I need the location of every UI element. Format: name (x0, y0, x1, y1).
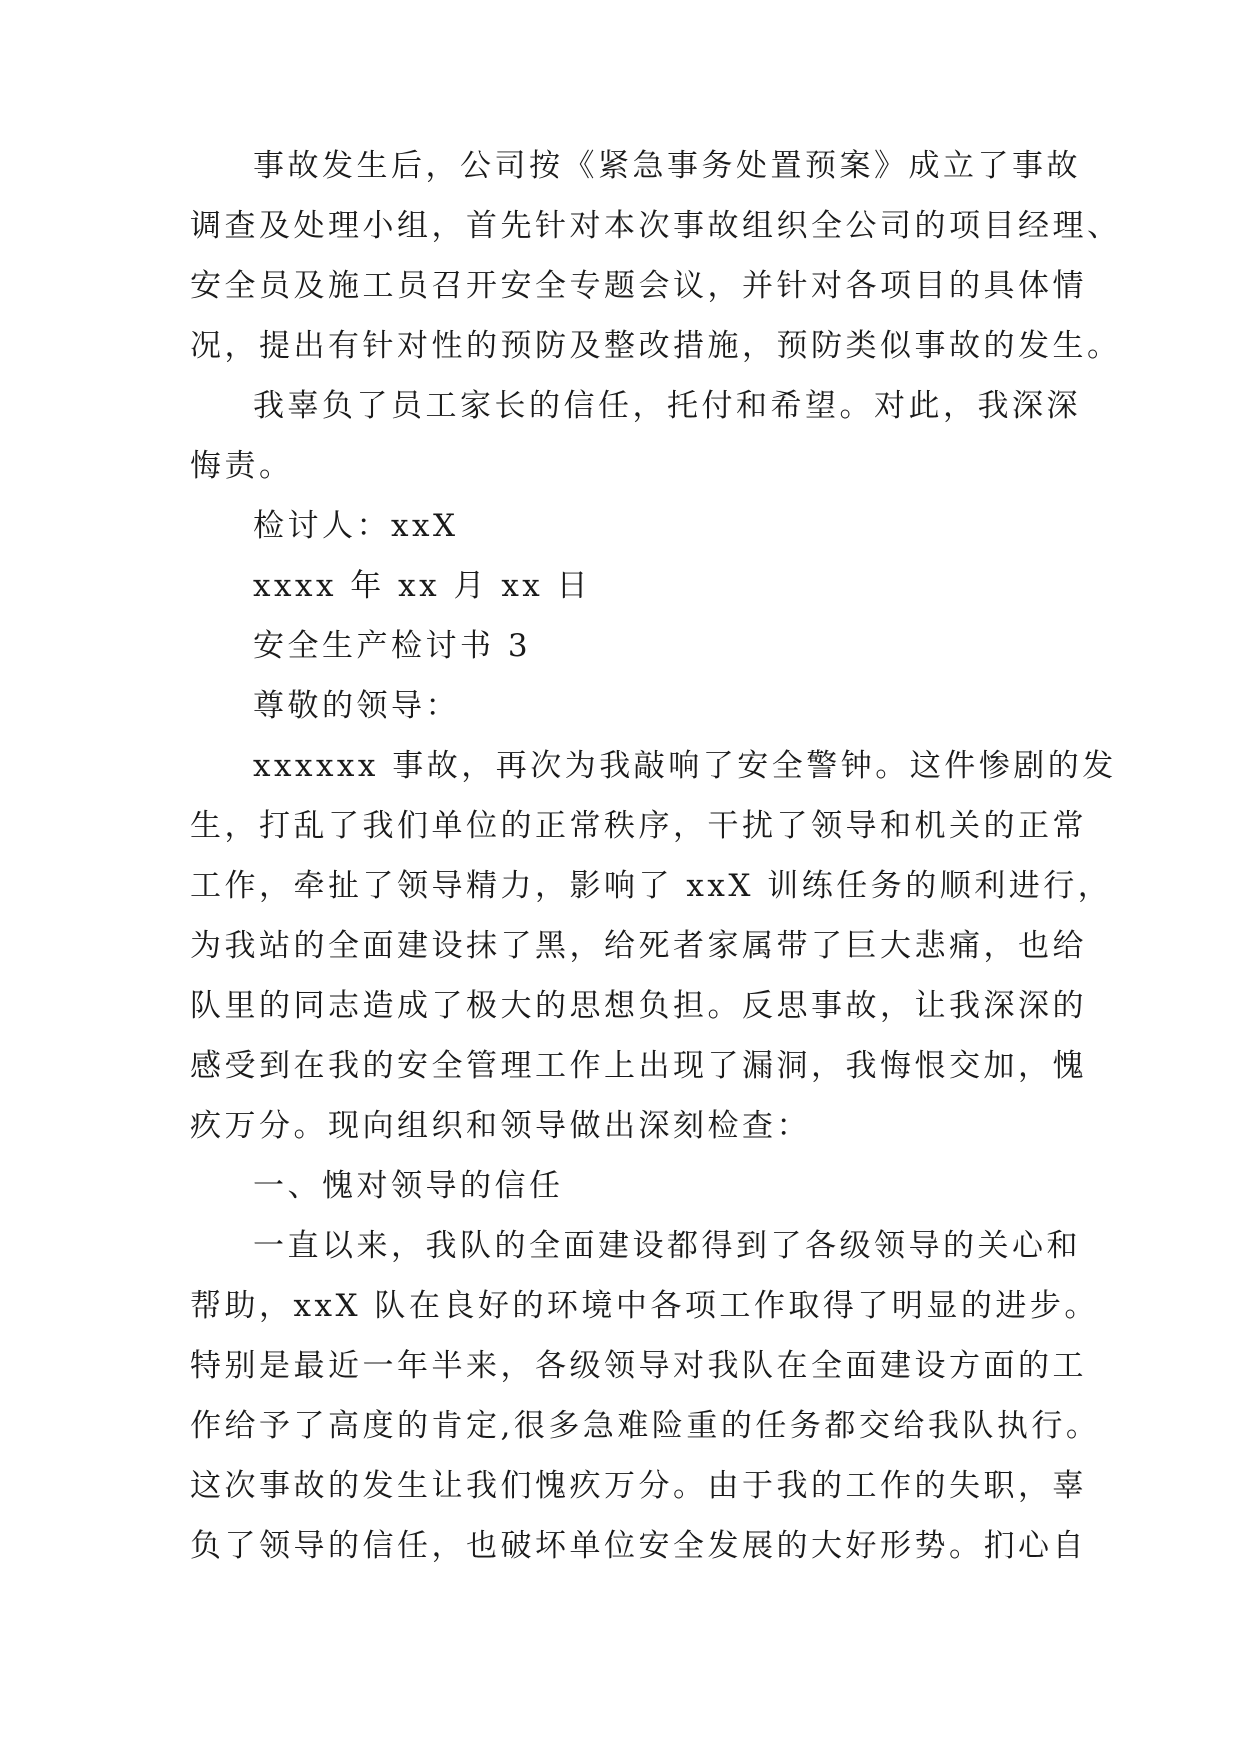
text-line: 工作，牵扯了领导精力，影响了 xxX 训练任务的顺利进行， (190, 868, 1113, 904)
text-line: 悔责。 (190, 448, 294, 484)
salutation: 尊敬的领导： (253, 688, 460, 724)
signature-line: 检讨人：xxX (253, 508, 459, 544)
text-line: 调查及处理小组，首先针对本次事故组织全公司的项目经理、 (190, 208, 1122, 244)
section-title: 安全生产检讨书 3 (253, 628, 532, 664)
date-line: xxxx 年 xx 月 xx 日 (253, 568, 592, 604)
text-line: 特别是最近一年半来，各级领导对我队在全面建设方面的工 (190, 1348, 1087, 1384)
text-line: 我辜负了员工家长的信任，托付和希望。对此，我深深 (253, 388, 1081, 424)
text-line: 生，打乱了我们单位的正常秩序，干扰了领导和机关的正常 (190, 808, 1087, 844)
text-line: 帮助，xxX 队在良好的环境中各项工作取得了明显的进步。 (190, 1288, 1099, 1324)
text-line: 安全员及施工员召开安全专题会议，并针对各项目的具体情 (190, 268, 1087, 304)
text-line: 为我站的全面建设抹了黑，给死者家属带了巨大悲痛，也给 (190, 928, 1087, 964)
text-line: 作给予了高度的肯定,很多急难险重的任务都交给我队执行。 (190, 1408, 1101, 1444)
text-line: 感受到在我的安全管理工作上出现了漏洞，我悔恨交加，愧 (190, 1048, 1087, 1084)
text-line: 事故发生后，公司按《紧急事务处置预案》成立了事故 (253, 148, 1081, 184)
text-line: 这次事故的发生让我们愧疚万分。由于我的工作的失职，辜 (190, 1468, 1087, 1504)
text-line: 负了领导的信任，也破坏单位安全发展的大好形势。扪心自 (190, 1528, 1087, 1564)
text-line: 一直以来，我队的全面建设都得到了各级领导的关心和 (253, 1228, 1081, 1264)
text-line: 疚万分。现向组织和领导做出深刻检查： (190, 1108, 811, 1144)
subsection-heading: 一、愧对领导的信任 (253, 1168, 564, 1204)
text-line: 况，提出有针对性的预防及整改措施，预防类似事故的发生。 (190, 328, 1122, 364)
text-line: xxxxxx 事故，再次为我敲响了安全警钟。这件惨剧的发 (253, 748, 1117, 784)
text-line: 队里的同志造成了极大的思想负担。反思事故，让我深深的 (190, 988, 1087, 1024)
